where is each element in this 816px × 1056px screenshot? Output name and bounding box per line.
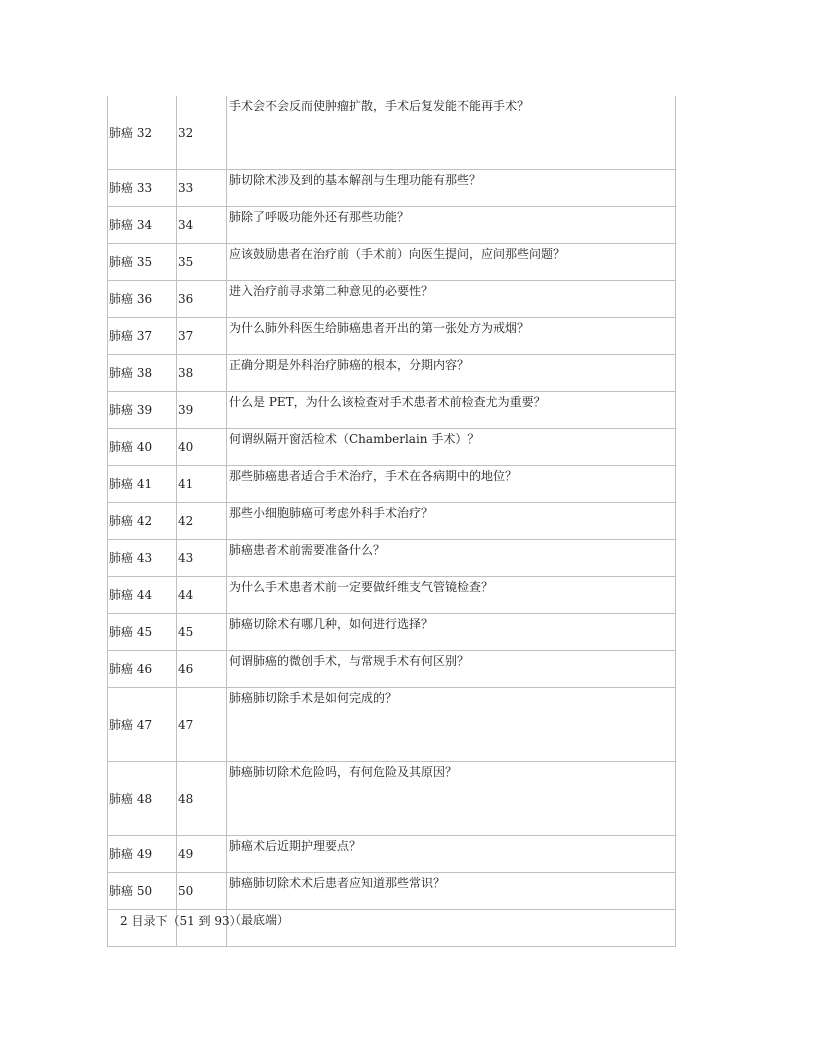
- toc-row: [108, 873, 676, 910]
- toc-row: [108, 429, 676, 466]
- toc-row-label: 肺癌 39: [108, 392, 177, 429]
- next-section-note: 2 目录下（51 到 93）: [120, 914, 242, 928]
- toc-row-number: 46: [177, 651, 227, 688]
- toc-row-number: 48: [177, 762, 227, 836]
- toc-row-title[interactable]: 什么是 PET，为什么该检查对手术患者术前检查尤为重要？: [227, 392, 676, 429]
- toc-row: [108, 318, 676, 355]
- toc-row-title[interactable]: 肺癌肺切除手术是如何完成的？: [227, 688, 676, 762]
- toc-row-label: 肺癌 32: [108, 96, 177, 170]
- toc-body: [108, 96, 676, 947]
- toc-row: [108, 96, 676, 170]
- toc-row-number: 50: [177, 873, 227, 910]
- toc-row: [108, 651, 676, 688]
- toc-row-label: 肺癌 42: [108, 503, 177, 540]
- toc-row-label: 肺癌 35: [108, 244, 177, 281]
- toc-row: [108, 577, 676, 614]
- toc-row-number: 49: [177, 836, 227, 873]
- toc-row-number: 34: [177, 207, 227, 244]
- toc-row: [108, 503, 676, 540]
- toc-row-title[interactable]: 手术会不会反而使肿瘤扩散，手术后复发能不能再手术？: [227, 96, 676, 170]
- toc-row-number: 42: [177, 503, 227, 540]
- toc-row-label: 肺癌 46: [108, 651, 177, 688]
- toc-row-label: 肺癌 47: [108, 688, 177, 762]
- toc-row-label: 肺癌 49: [108, 836, 177, 873]
- toc-row-title[interactable]: 何谓纵隔开窗活检术（Chamberlain 手术）？: [227, 429, 676, 466]
- toc-row-number: 33: [177, 170, 227, 207]
- toc-row-title[interactable]: 何谓肺癌的微创手术，与常规手术有何区别？: [227, 651, 676, 688]
- toc-row-title[interactable]: 进入治疗前寻求第二种意见的必要性？: [227, 281, 676, 318]
- toc-row-label: 肺癌 50: [108, 873, 177, 910]
- toc-row-number: 41: [177, 466, 227, 503]
- toc-row-title[interactable]: 肺除了呼吸功能外还有那些功能？: [227, 207, 676, 244]
- toc-row-number: 32: [177, 96, 227, 170]
- toc-row-title[interactable]: 正确分期是外科治疗肺癌的根本，分期内容？: [227, 355, 676, 392]
- toc-row-number: 40: [177, 429, 227, 466]
- toc-row-label: 肺癌 37: [108, 318, 177, 355]
- toc-row-number: 38: [177, 355, 227, 392]
- toc-row-title[interactable]: 为什么手术患者术前一定要做纤维支气管镜检查？: [227, 577, 676, 614]
- toc-row: [108, 207, 676, 244]
- toc-row-label: 肺癌 41: [108, 466, 177, 503]
- toc-row-title[interactable]: 肺癌肺切除术术后患者应知道那些常识？: [227, 873, 676, 910]
- toc-row: [108, 281, 676, 318]
- toc-row-label: 肺癌 48: [108, 762, 177, 836]
- toc-row: [108, 762, 676, 836]
- toc-row-number: 36: [177, 281, 227, 318]
- toc-row-number: 39: [177, 392, 227, 429]
- toc-row-title[interactable]: 肺癌肺切除术危险吗，有何危险及其原因？: [227, 762, 676, 836]
- toc-row-number: 43: [177, 540, 227, 577]
- toc-row-title[interactable]: 肺切除术涉及到的基本解剖与生理功能有那些？: [227, 170, 676, 207]
- toc-row-number: 45: [177, 614, 227, 651]
- toc-row-title[interactable]: 肺癌术后近期护理要点？: [227, 836, 676, 873]
- toc-row: [108, 540, 676, 577]
- toc-row: [108, 355, 676, 392]
- toc-row-label: 肺癌 45: [108, 614, 177, 651]
- toc-row-number: 35: [177, 244, 227, 281]
- toc-row-number: 44: [177, 577, 227, 614]
- toc-row-label: 肺癌 43: [108, 540, 177, 577]
- toc-row: [108, 244, 676, 281]
- toc-row-number: 47: [177, 688, 227, 762]
- toc-row-title[interactable]: 那些小细胞肺癌可考虑外科手术治疗？: [227, 503, 676, 540]
- toc-row: [108, 170, 676, 207]
- toc-row: [108, 614, 676, 651]
- toc-table: [107, 96, 676, 947]
- toc-row: [108, 392, 676, 429]
- toc-row-label: 肺癌 38: [108, 355, 177, 392]
- toc-row-label: 肺癌 40: [108, 429, 177, 466]
- toc-row-label: 肺癌 44: [108, 577, 177, 614]
- toc-row-title[interactable]: 那些肺癌患者适合手术治疗，手术在各病期中的地位？: [227, 466, 676, 503]
- toc-row-title[interactable]: 肺癌患者术前需要准备什么？: [227, 540, 676, 577]
- toc-row: [108, 688, 676, 762]
- toc-row: [108, 836, 676, 873]
- toc-row-title[interactable]: 为什么肺外科医生给肺癌患者开出的第一张处方为戒烟？: [227, 318, 676, 355]
- toc-row: [108, 466, 676, 503]
- toc-row-label: 肺癌 36: [108, 281, 177, 318]
- toc-row-title[interactable]: 肺癌切除术有哪几种，如何进行选择？: [227, 614, 676, 651]
- toc-row-label: 肺癌 34: [108, 207, 177, 244]
- toc-row-title[interactable]: （最底端）: [227, 910, 676, 947]
- toc-row-title[interactable]: 应该鼓励患者在治疗前（手术前）向医生提问，应问那些问题？: [227, 244, 676, 281]
- toc-row-label: 肺癌 33: [108, 170, 177, 207]
- toc-row-number: 37: [177, 318, 227, 355]
